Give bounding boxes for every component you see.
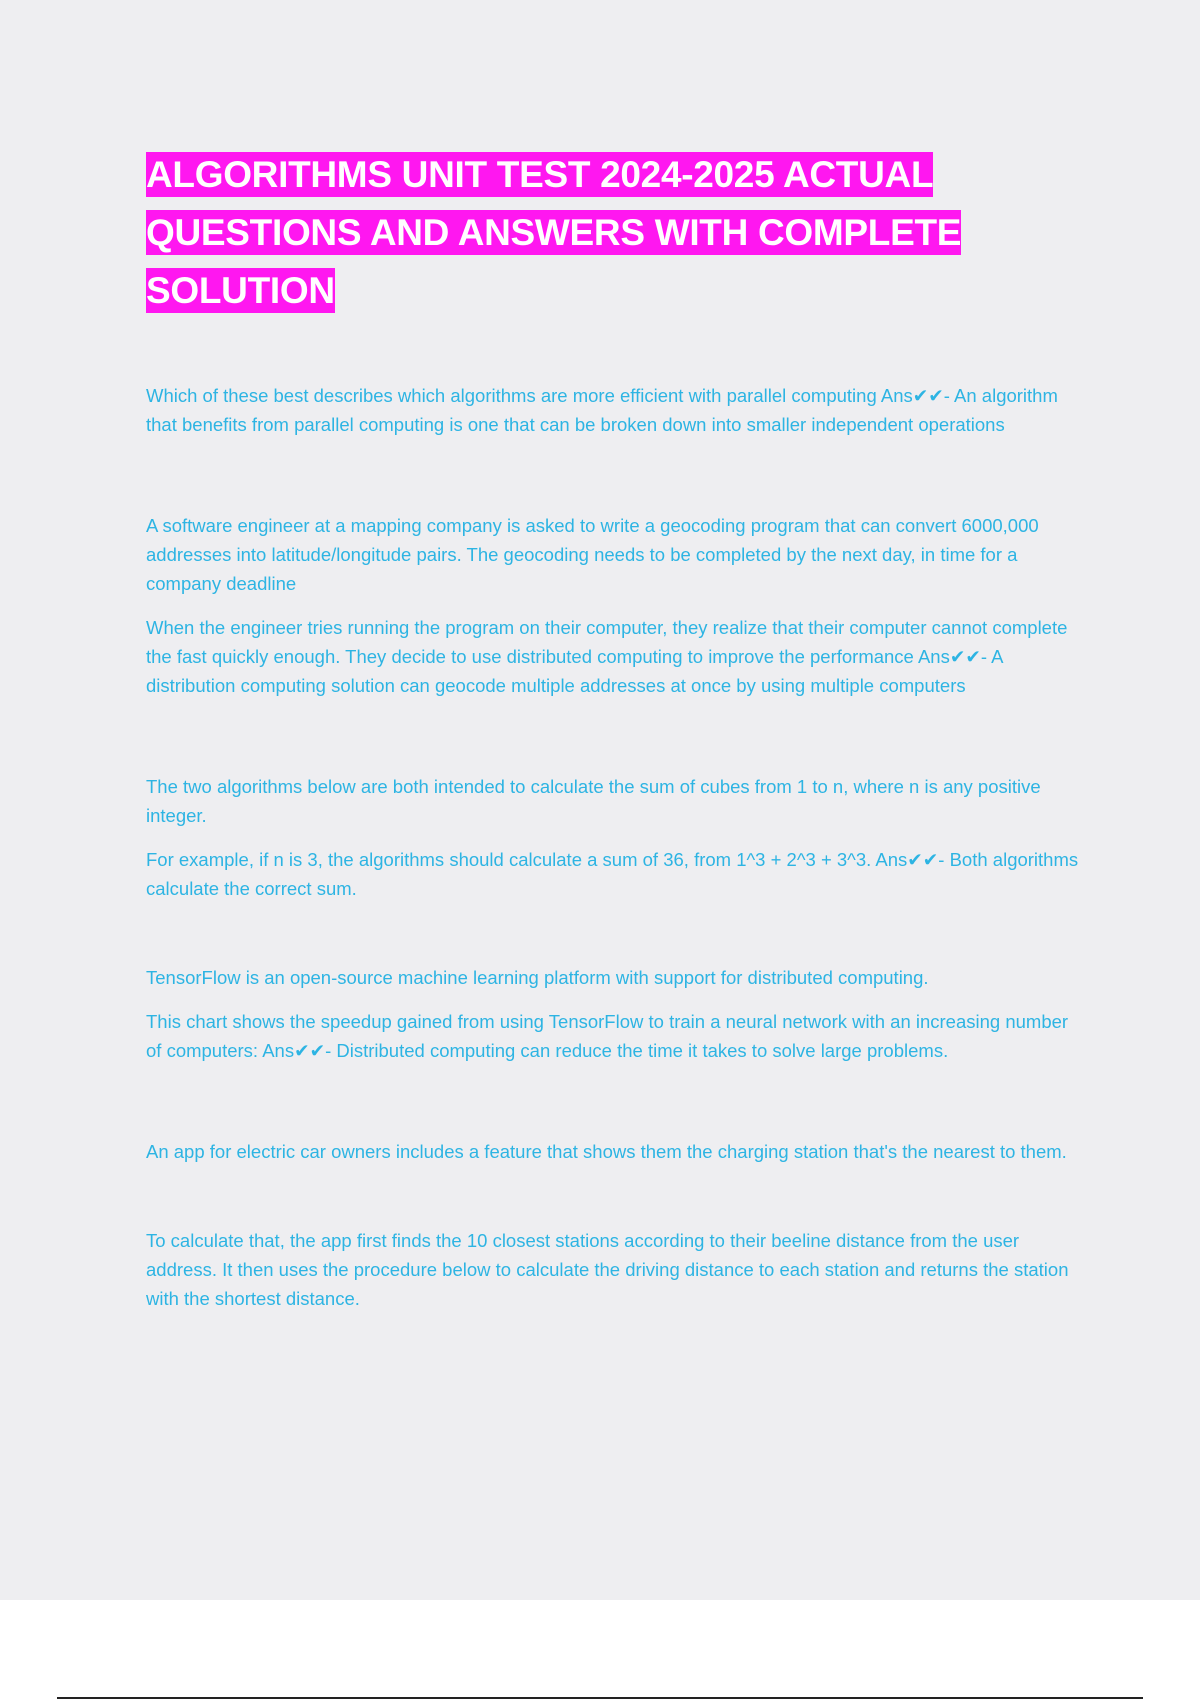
question-paragraph-4: The two algorithms below are both intended to calculate the sum of cubes from 1 to n, where n is any positive integer.	[146, 776, 1041, 826]
question-paragraph-7: This chart shows the speedup gained from using TensorFlow to train a neural network with an increasing number of computers: Ans✔✔- Distributed computing can reduce the time it takes to solve large problems.	[146, 1011, 1069, 1061]
question-paragraph-6: TensorFlow is an open-source machine learning platform with support for distributed computing.	[146, 967, 929, 988]
document-body	[146, 381, 1086, 1313]
title-line-2: QUESTIONS AND ANSWERS WITH COMPLETE	[146, 212, 962, 253]
question-paragraph-1: Which of these best describes which algorithms are more efficient with parallel computing Ans✔✔- An algorithm that benefits from parallel computing is one that can be broken down into smaller independent operations	[146, 385, 1058, 435]
question-paragraph-2: A software engineer at a mapping company is asked to write a geocoding program that can convert 6000,000 addresses into latitude/longitude pairs. The geocoding needs to be completed by the next day, in time for a company deadline	[146, 515, 1039, 594]
footer-divider	[57, 1697, 1143, 1699]
question-paragraph-3: When the engineer tries running the program on their computer, they realize that their computer cannot complete the fast quickly enough. They decide to use distributed computing to improve the performance Ans✔✔- A distribution computing solution can geocode multiple addresses at once by using multiple computers	[146, 617, 1068, 696]
question-paragraph-8: An app for electric car owners includes a feature that shows them the charging station that's the nearest to them.	[146, 1141, 1067, 1162]
question-paragraph-5: For example, if n is 3, the algorithms should calculate a sum of 36, from 1^3 + 2^3 + 3^3. Ans✔✔- Both algorithms calculate the correct sum.	[146, 849, 1079, 899]
title-line-3: SOLUTION	[146, 270, 335, 311]
question-paragraph-9: To calculate that, the app first finds the 10 closest stations according to their beeline distance from the user address. It then uses the procedure below to calculate the driving distance to each station and returns the station with the shortest distance.	[146, 1230, 1069, 1309]
document-title	[146, 146, 996, 320]
title-line-1: ALGORITHMS UNIT TEST 2024-2025 ACTUAL	[146, 154, 934, 195]
